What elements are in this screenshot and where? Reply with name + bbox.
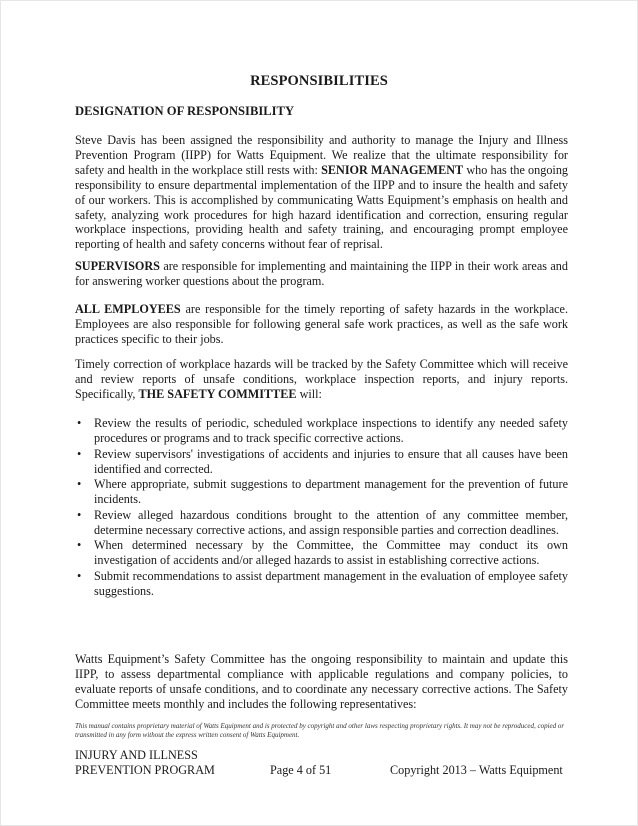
employees-paragraph [75,302,568,347]
section-heading: DESIGNATION OF RESPONSIBILITY [75,104,295,118]
safety-committee-label: THE SAFETY COMMITTEE [138,386,297,401]
supervisors-label: SUPERVISORS [75,259,160,273]
footer-program-name [75,748,215,778]
list-item [75,569,568,599]
list-item [75,477,568,507]
footer-copyright: Copyright 2013 – Watts Equipment [390,763,563,777]
correction-text-end: will: [296,386,322,401]
bullet-icon: • [77,568,82,583]
senior-management-label: SENIOR MANAGEMENT [321,162,464,177]
list-item [75,508,568,538]
copyright-notice: This manual contains proprietary material of Watts Equipment and is protected by copyright and other laws respecting proprietary rights. It may not be reproduced, copied or transmitted in any form without the express written consent of Watts Equipment. [75,722,565,739]
footer-program-line2: PREVENTION PROGRAM [75,762,215,777]
bullet-icon: • [77,416,82,430]
all-employees-label: ALL EMPLOYEES [75,302,181,316]
designation-text-b: who has the ongoing responsibility to ensure departmental implementation of the IIPP and to insure the health and safety of our workers. This is accomplished by communicating Watts Equipment’s emphasis on health and safety, analyzing work procedures for high hazard identification and correction, ensuring regular workplace inspections, providing health and safety training, and encouraging prompt employee reporting of health and safety concerns without fear of reprisal. [75,162,569,252]
supervisors-text: are responsible for implementing and maintaining the IIPP in their work areas and for answering worker questions about the program. [75,259,568,288]
page-title: RESPONSIBILITIES [250,73,388,89]
correction-text: Timely correction of workplace hazards will be tracked by the Safety Committee which will receive and review reports of unsafe conditions, workplace inspection reports, and injury reports. Specifically, [75,357,568,401]
committee-duties-list [75,416,568,599]
page-number: Page 4 of 51 [270,763,332,777]
list-item-text: Review alleged hazardous conditions brought to the attention of any committee member, determine necessary corrective actions, and assign responsible parties and correction deadlines. [94,507,568,537]
list-item [75,416,568,446]
designation-paragraph [75,133,568,252]
list-item [75,538,568,568]
committee-text: Watts Equipment’s Safety Committee has the ongoing responsibility to maintain and update this IIPP, to assess departmental compliance with applicable regulations and company policies, to evaluate reports of unsafe conditions, and to coordinate any necessary corrective actions. The Safety Committee meets monthly and includes the following representatives: [75,652,568,711]
correction-paragraph [75,357,568,402]
bullet-icon: • [77,477,82,491]
list-item [75,447,568,477]
list-item-text: Review the results of periodic, scheduled workplace inspections to identify any needed safety procedures or programs and to track specific corrective actions. [94,416,568,445]
bullet-icon: • [77,538,82,552]
footer-program-line1: INJURY AND ILLNESS [75,748,198,762]
list-item-text: When determined necessary by the Committee, the Committee may conduct its own investigation of accidents and/or alleged hazards to assist in establishing corrective actions. [94,538,568,567]
list-item-text: Review supervisors' investigations of accidents and injuries to ensure that all causes have been identified and corrected. [94,446,568,476]
designation-text-a: Steve Davis has been assigned the responsibility and authority to manage the Injury and Illness Prevention Program (IIPP) for Watts Equipment. We realize that the ultimate responsibility for safety and health in the workplace still rests with: [75,133,568,177]
supervisors-paragraph [75,259,568,289]
committee-paragraph [75,652,568,712]
list-item-text: Where appropriate, submit suggestions to department management for the prevention of future incidents. [94,477,568,506]
bullet-icon: • [77,446,82,461]
list-item-text: Submit recommendations to assist department management in the evaluation of employee safety suggestions. [94,568,568,598]
bullet-icon: • [77,507,82,522]
employees-text: are responsible for the timely reporting of safety hazards in the workplace. Employees are also responsible for following general safe work practices, as well as the safe work practices specific to their jobs. [75,302,568,346]
